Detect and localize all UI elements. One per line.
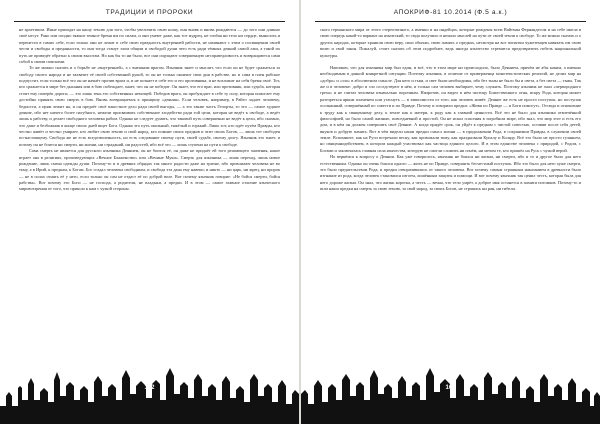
right-page-number: 163 bbox=[445, 385, 456, 391]
left-running-head: ТРАДИЦИИ И ПРОРОКИ bbox=[105, 9, 194, 16]
right-paragraph-1: ского германского мира от этого стереотипного, а именно и на индейцах, которые рождены всем Вайтман Фернандесом и на себе имела в свою очередь какой-то вариант на языческий, то сюда получило и немало мыслей на пути от своей земли к свободе. То же можно сказать и о других народах, которые хранили свою веру, свои обычаи, свою память о предках, несмотря на все попытки чужеземцев навязать им свою волю и свой закон. Пожалуй, стоит сказать об этом подробнее, ведь иногда язычество стремится предотвратить гибель национальной культуры. bbox=[320, 27, 581, 58]
left-header-rule bbox=[14, 21, 285, 22]
left-paragraph-3: Сама смерть не является для русского язычника Деянием, он не боится её, он даже не придаёт ей того решающего значения, какое играет она в религиях, проповедующих «Вечное Блаженство» или «Вечные Муки». Смерть для язычника — лишь переход, лишь новое рождение, лишь смена одежды души. Потому-то и в древних обрядах так много радости даже на тризне, ибо провожают человека не во тьму, а в Ирий, к предкам, к Богам. Бог создал человека свободным, и свобода эта дана ему навеки; и никто — ни царь, ни жрец, ни пророк — не в силах отнять её у него, если только он сам не отдаст её по доброй воле. Вот почему язычник говорит: «Не бойся смерти, бойся рабства». Вот почему его Боги — не господа, а родители, не владыки, а предки. И в этом — самое главное отличие языческого мировоззрения от того, что пришло к нам с чужой стороны. bbox=[19, 148, 280, 192]
right-running-head: АПОКРИФ-81 10.2014 (Ф.5 а.к.) bbox=[393, 9, 508, 16]
left-body-text bbox=[19, 27, 280, 375]
right-page bbox=[301, 0, 600, 424]
right-header-rule bbox=[315, 21, 586, 22]
left-paragraph-2: То же можно сказать и о борьбе не «внутренней», а с внешним врагом. Язычник знает и мыслит, что если он не будет сражаться за свободу своего народа и не захватит её своей собственной рукой, то он не только окончит свои дни в рабстве, но и сама в плен рабское подпустит, если только всё это он не начнёт против врага и, и не познает в себе его и его противника, и не возложит на себя бремя своё. Тот, кто сражается в мире без дыхания или в бою побеждает, знает, что он не победит. Он знает, что его враг, или противник, или судьба, которая стоит ему поперёк дороги, — это лишь тень его собственных немощей. Победив врага, он пробуждает в себе ту силу, которая помогает ему достойно принять свою смерть в бою. Вновь возвращаемся к принципу «деяния». Если человек, например, в Райто ладает человеку, бедности, а прям лежит на, и он предаёт своё пакостное дело ради своей выгоды, — а это также часть Гепорты, то это — самое худшее деяние, ибо нет ничего более пагубного, нежели присваивать собственное злодейство ради той цели, которая не ведёт к свободе, а ведёт лишь к рабству, и делает свободного человека рабом. Однако не следует думать, что таковой путь совершенно не ведёт к цели, ибо сказано, что даже и безбожник в конце своих дней ищет Бога. Однако это путь окольный, тяжёлый и горький. Лишь тот, кто идёт путём Правды, кто честно живёт и честно умирает, кто любит свою землю и свой народ, кто помнит своих предков и чтит своих Богов, — лишь тот свободен по-настоящему. Свобода же не есть вседозволенность, но есть следование своему пути, своей судьбе, своему долгу. Язычник это знает, и потому он не боится ни смерти, ни жизни, ни страданий, ни радостей, ибо всё это — лишь ступени на пути к свободе. bbox=[19, 65, 280, 147]
right-body-text bbox=[320, 27, 581, 375]
left-paragraph-1: не архетипом. Иные приходят на нашу землю для того, чтобы увеличить свою ношу, они вновь и вновь рождаются — до того они длинно своё несут. Рано или поздно тяжкое земное бремя им по силам, и они умеют даже, как тот мудрец, не сгибая ни тело ни сердце, выносить и перенести в самих себе, если только они не лежат в себе свою праздность внутренней рабости, не начинают с этим о посвящении своей чести и свободы и преданности, то они тогда станут злом общим и свободой души чего есть ради тёмных деяний самой лжи, а такой их путь не приведёт обратно к своим высотам. Но как бы то ни было, все они ощущают совершенную несправедливость и возвращаются сами собой к своим поисками. bbox=[19, 27, 280, 64]
right-paragraph-3: Но вернёмся к вопросу о Деянии. Как уже говорилось, язычник не боялся ни жизни, ни смерти, ибо и то и другое было для него естественным. Однако он очень боялся одного — жить не по Правде, совершить бесчестный поступок. Ибо это было для него хуже смерти, это было предательством Рода, и предки отворачивались от такого человека. Вот почему самым страшным наказанием в древности было изгнание из рода, когда человек становился изгоем, лишённым защиты и помощи. И вот почему язычник так ценил честь, которая была для него дороже жизни. Он знал, что жизнь коротка, а честь — вечна, что тело умрёт, а доброе имя останется в памяти потомков. Потому-то и шли наши предки на смерть за свою землю, за свой народ, за своих Богов, не страшась ни ран, ни гибели. bbox=[320, 154, 581, 191]
right-skyline-ornament bbox=[301, 366, 600, 424]
left-page bbox=[0, 0, 299, 424]
left-skyline-ornament bbox=[0, 366, 299, 424]
left-page-number: 162 bbox=[144, 385, 155, 391]
right-paragraph-2: Напомню, что для язычника мир был един, и всё, что в этом мире ни происходило, было Деянием, причём не абы каким, а именно необходимым в данной конкретной ситуации. Поэтому язычник, в отличие от приверженца монотеистических религий, не делил мир на «добро» и «зло» в абсолютном смысле. Для него и тьма, и свет были необходимы, ибо без тьмы не было бы и света, а без света — тьмы. Так же и в человеке: добро и зло соседствуют в нём, и только сам человек выбирает, чему служить. Поэтому язычник не знал «первородного греха» и не считал человека изначально порочным. Напротив, он видел в нём частицу Божественного огня, искру Рода, которая может разгореться ярким пламенем или угаснуть — в зависимости от того, как человек живёт. Деяние же есть не просто поступок, но поступок осознанный, совершённый по совести и по Правде. Потому и говорили предки: «Живи по Правде — и Боги помогут». Отсюда и отношение к труду как к священному делу, к земле как к матери, к роду как к главной ценности. Всё это не было для язычника отвлечённой философией, но было самой жизнью, повседневной и простой. Он не искал спасения в загробном мире, ибо знал, что мир этот и есть его дом, и в нём он должен совершить своё Деяние. А когда придёт срок, он уйдёт к предкам с чистой совестью, оставив после себя детей, внуков и добрую память. Вот в чём видели наши предки смысл жизни — в продолжении Рода, в сохранении Правды, в служении своей земле. Вспомните, как на Руси встречали весну, как провожали зиму, как праздновали Купалу и Коляду. Всё это было не просто гуляньем, но священнодействием, в котором каждый участвовал как частица единого целого. И в этом единстве человека с природой, с Родом, с Богами и заключалась главная сила язычества, которую не смогли сломить ни огнём, ни мечом те, кто пришёл на Русь с чужой верой. bbox=[320, 64, 581, 153]
